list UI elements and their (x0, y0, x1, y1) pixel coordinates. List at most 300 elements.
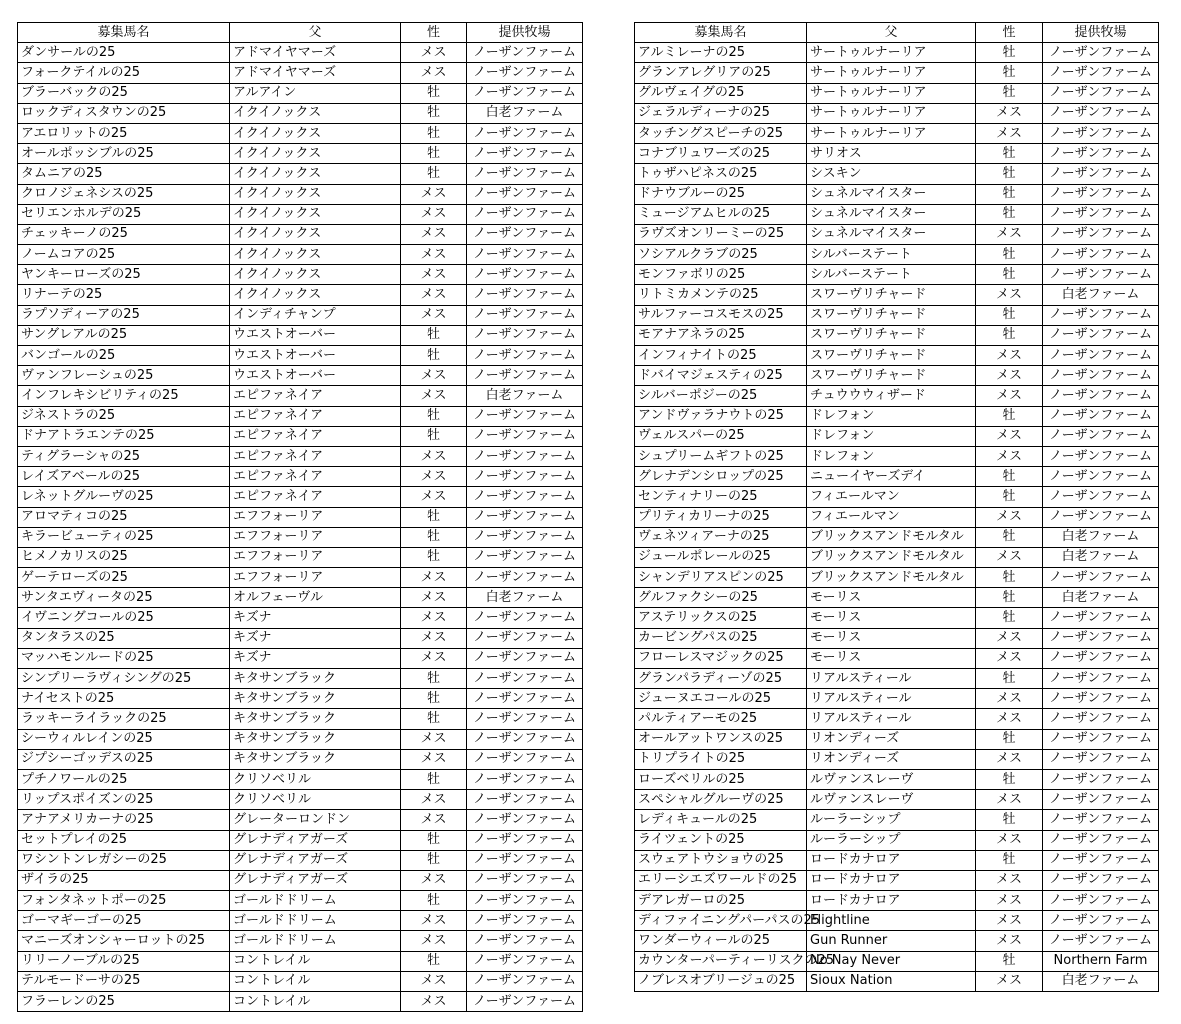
sire-cell: グレナディアガーズ (230, 830, 401, 850)
table-row (635, 709, 1159, 729)
horse-name-cell: シルバーポジーの25 (635, 386, 807, 406)
farm-cell: ノーザンファーム (467, 850, 583, 870)
table-row (635, 346, 1159, 366)
sex-cell: 牡 (976, 63, 1043, 83)
header-horse-name: 募集馬名 (18, 23, 230, 43)
farm-cell: ノーザンファーム (467, 487, 583, 507)
sex-cell: 牡 (976, 769, 1043, 789)
sex-cell: メス (401, 568, 467, 588)
farm-cell: ノーザンファーム (467, 204, 583, 224)
table-row (18, 63, 583, 83)
sire-cell: ドレフォン (807, 426, 976, 446)
sire-cell: サートゥルナーリア (807, 63, 976, 83)
sex-cell: メス (401, 43, 467, 63)
horse-name-cell: フォークテイルの25 (18, 63, 230, 83)
horse-name-cell: タムニアの25 (18, 164, 230, 184)
sex-cell: 牡 (401, 507, 467, 527)
farm-cell: ノーザンファーム (1043, 669, 1159, 689)
sire-cell: シュネルマイスター (807, 204, 976, 224)
sire-cell: リオンディーズ (807, 749, 976, 769)
sex-cell: 牡 (401, 123, 467, 143)
table-row (18, 346, 583, 366)
horse-name-cell: リップスポイズンの25 (18, 790, 230, 810)
farm-cell: ノーザンファーム (1043, 850, 1159, 870)
table-row (18, 446, 583, 466)
sire-cell: ブリックスアンドモルタル (807, 547, 976, 567)
sex-cell: 牡 (401, 346, 467, 366)
sex-cell: メス (976, 830, 1043, 850)
sex-cell: 牡 (401, 951, 467, 971)
sex-cell: メス (401, 487, 467, 507)
sex-cell: 牡 (401, 850, 467, 870)
sex-cell: メス (976, 870, 1043, 890)
table-row (18, 164, 583, 184)
table-row (18, 386, 583, 406)
sex-cell: 牡 (401, 830, 467, 850)
horse-name-cell: インフレキシビリティの25 (18, 386, 230, 406)
sire-cell: イクイノックス (230, 144, 401, 164)
table-row (635, 487, 1159, 507)
horse-name-cell: インフィナイトの25 (635, 346, 807, 366)
sex-cell: 牡 (976, 204, 1043, 224)
sire-cell: サリオス (807, 144, 976, 164)
table-row (635, 426, 1159, 446)
horse-name-cell: リナーテの25 (18, 285, 230, 305)
horse-name-cell: デアレガーロの25 (635, 891, 807, 911)
sex-cell: メス (401, 224, 467, 244)
horse-name-cell: ロックディスタウンの25 (18, 103, 230, 123)
table-row (18, 891, 583, 911)
sex-cell: メス (976, 285, 1043, 305)
sex-cell: メス (401, 608, 467, 628)
farm-cell: ノーザンファーム (467, 729, 583, 749)
horse-name-cell: アロマティコの25 (18, 507, 230, 527)
table-row (635, 588, 1159, 608)
farm-cell: ノーザンファーム (1043, 63, 1159, 83)
sire-cell: イクイノックス (230, 204, 401, 224)
farm-cell: ノーザンファーム (467, 285, 583, 305)
table-row (635, 850, 1159, 870)
farm-cell: ノーザンファーム (467, 507, 583, 527)
sire-cell: インディチャンプ (230, 305, 401, 325)
farm-cell: ノーザンファーム (1043, 628, 1159, 648)
table-row (18, 769, 583, 789)
table-row (635, 669, 1159, 689)
farm-cell: ノーザンファーム (467, 426, 583, 446)
sire-cell: キタサンブラック (230, 709, 401, 729)
sire-cell: ドレフォン (807, 446, 976, 466)
sex-cell: メス (401, 305, 467, 325)
sex-cell: 牡 (976, 850, 1043, 870)
farm-cell: Northern Farm (1043, 951, 1159, 971)
sire-cell: ウエストオーバー (230, 346, 401, 366)
horse-name-cell: セットプレイの25 (18, 830, 230, 850)
horse-name-cell: エリーシエズワールドの25 (635, 870, 807, 890)
horse-name-cell: オールアットワンスの25 (635, 729, 807, 749)
table-row (18, 547, 583, 567)
horse-name-cell: シャンデリアスピンの25 (635, 568, 807, 588)
farm-cell: ノーザンファーム (1043, 43, 1159, 63)
farm-cell: ノーザンファーム (467, 648, 583, 668)
table-row (18, 628, 583, 648)
horse-name-cell: ティグラーシャの25 (18, 446, 230, 466)
horse-name-cell: サンタエヴィータの25 (18, 588, 230, 608)
farm-cell: ノーザンファーム (467, 870, 583, 890)
table-row (18, 669, 583, 689)
table-row (635, 729, 1159, 749)
sire-cell: エピファネイア (230, 446, 401, 466)
table-row (18, 184, 583, 204)
sire-cell: ウエストオーバー (230, 325, 401, 345)
sex-cell: 牡 (976, 83, 1043, 103)
farm-cell: ノーザンファーム (467, 891, 583, 911)
horse-name-cell: ライツェントの25 (635, 830, 807, 850)
sire-cell: スワーヴリチャード (807, 305, 976, 325)
sex-cell: メス (976, 103, 1043, 123)
sire-cell: スワーヴリチャード (807, 346, 976, 366)
horse-name-cell: レイズアベールの25 (18, 467, 230, 487)
sex-cell: メス (401, 931, 467, 951)
sire-cell: ルーラーシップ (807, 810, 976, 830)
sire-cell: ウエストオーバー (230, 366, 401, 386)
sex-cell: メス (976, 709, 1043, 729)
farm-cell: ノーザンファーム (1043, 870, 1159, 890)
horse-name-cell: テルモードーサの25 (18, 971, 230, 991)
table-row (635, 830, 1159, 850)
table-row (18, 204, 583, 224)
sire-cell: キタサンブラック (230, 689, 401, 709)
table-row (635, 648, 1159, 668)
farm-cell: ノーザンファーム (467, 547, 583, 567)
table-row (635, 769, 1159, 789)
farm-cell: ノーザンファーム (1043, 164, 1159, 184)
horse-name-cell: マニーズオンシャーロットの25 (18, 931, 230, 951)
farm-cell: ノーザンファーム (467, 527, 583, 547)
horse-name-cell: ジネストラの25 (18, 406, 230, 426)
farm-cell: ノーザンファーム (1043, 749, 1159, 769)
horse-name-cell: ワシントンレガシーの25 (18, 850, 230, 870)
sire-cell: ゴールドドリーム (230, 931, 401, 951)
sire-cell: グレナディアガーズ (230, 870, 401, 890)
sex-cell: メス (976, 507, 1043, 527)
sire-cell: エフフォーリア (230, 547, 401, 567)
farm-cell: ノーザンファーム (467, 992, 583, 1012)
sire-cell: キタサンブラック (230, 669, 401, 689)
farm-cell: ノーザンファーム (467, 164, 583, 184)
sex-cell: メス (976, 346, 1043, 366)
sire-cell: リアルスティール (807, 709, 976, 729)
farm-cell: ノーザンファーム (1043, 325, 1159, 345)
table-row (635, 527, 1159, 547)
farm-cell: ノーザンファーム (467, 951, 583, 971)
farm-cell: ノーザンファーム (467, 467, 583, 487)
sire-cell: エピファネイア (230, 487, 401, 507)
table-row (18, 527, 583, 547)
horse-name-cell: ザイラの25 (18, 870, 230, 890)
horse-name-cell: ソシアルクラブの25 (635, 245, 807, 265)
farm-cell: ノーザンファーム (1043, 83, 1159, 103)
farm-cell: ノーザンファーム (467, 769, 583, 789)
table-row (635, 144, 1159, 164)
table-row (635, 810, 1159, 830)
horse-name-cell: ドバイマジェスティの25 (635, 366, 807, 386)
table-row (635, 870, 1159, 890)
sex-cell: 牡 (976, 43, 1043, 63)
sex-cell: メス (401, 971, 467, 991)
table-row (18, 83, 583, 103)
sire-cell: ブリックスアンドモルタル (807, 568, 976, 588)
table-row (18, 144, 583, 164)
table-row (18, 507, 583, 527)
sire-cell: リアルスティール (807, 669, 976, 689)
horse-name-cell: セリエンホルデの25 (18, 204, 230, 224)
sex-cell: 牡 (976, 406, 1043, 426)
table-row (18, 285, 583, 305)
farm-cell: ノーザンファーム (1043, 729, 1159, 749)
sire-cell: エフフォーリア (230, 507, 401, 527)
farm-cell: ノーザンファーム (1043, 911, 1159, 931)
sire-cell: エピファネイア (230, 467, 401, 487)
table-row (18, 224, 583, 244)
farm-cell: ノーザンファーム (1043, 689, 1159, 709)
table-row (635, 951, 1159, 971)
sex-cell: メス (401, 749, 467, 769)
sire-cell: ブリックスアンドモルタル (807, 527, 976, 547)
sex-cell: メス (976, 648, 1043, 668)
horse-name-cell: ヴェネツィアーナの25 (635, 527, 807, 547)
horse-name-cell: プチノワールの25 (18, 769, 230, 789)
sex-cell: 牡 (401, 83, 467, 103)
sire-cell: Flightline (807, 911, 976, 931)
farm-cell: ノーザンファーム (467, 366, 583, 386)
horse-name-cell: グレナデンシロップの25 (635, 467, 807, 487)
sire-cell: サートゥルナーリア (807, 83, 976, 103)
sex-cell: メス (401, 729, 467, 749)
farm-cell: ノーザンファーム (1043, 446, 1159, 466)
farm-cell: ノーザンファーム (467, 810, 583, 830)
sire-cell: ドレフォン (807, 406, 976, 426)
horse-name-cell: ミュージアムヒルの25 (635, 204, 807, 224)
table-row (18, 870, 583, 890)
farm-cell: ノーザンファーム (1043, 346, 1159, 366)
farm-cell: ノーザンファーム (467, 628, 583, 648)
horse-name-cell: フローレスマジックの25 (635, 648, 807, 668)
header-sex: 性 (976, 23, 1043, 43)
sire-cell: サートゥルナーリア (807, 103, 976, 123)
sire-cell: コントレイル (230, 992, 401, 1012)
sire-cell: ロードカナロア (807, 850, 976, 870)
sire-cell: ゴールドドリーム (230, 911, 401, 931)
sex-cell: メス (401, 810, 467, 830)
sire-cell: ルヴァンスレーヴ (807, 790, 976, 810)
horse-name-cell: スウェアトウショウの25 (635, 850, 807, 870)
sex-cell: メス (401, 911, 467, 931)
sire-cell: グレーターロンドン (230, 810, 401, 830)
table-row (635, 406, 1159, 426)
header-farm: 提供牧場 (1043, 23, 1159, 43)
sex-cell: メス (976, 386, 1043, 406)
horse-name-cell: モンファボリの25 (635, 265, 807, 285)
table-row (635, 568, 1159, 588)
table-row (635, 749, 1159, 769)
farm-cell: ノーザンファーム (1043, 769, 1159, 789)
sex-cell: メス (401, 204, 467, 224)
sire-cell: フィエールマン (807, 487, 976, 507)
sire-cell: オルフェーヴル (230, 588, 401, 608)
horse-name-cell: カウンターパーティーリスクの25 (635, 951, 807, 971)
sex-cell: メス (401, 648, 467, 668)
sex-cell: 牡 (401, 689, 467, 709)
table-row (18, 689, 583, 709)
table-row (18, 305, 583, 325)
farm-cell: ノーザンファーム (467, 83, 583, 103)
sex-cell: 牡 (401, 164, 467, 184)
horse-name-cell: マッハモンルードの25 (18, 648, 230, 668)
sex-cell: 牡 (401, 527, 467, 547)
farm-cell: ノーザンファーム (467, 446, 583, 466)
sire-cell: キズナ (230, 628, 401, 648)
table-row (18, 992, 583, 1012)
horse-name-cell: イヴニングコールの25 (18, 608, 230, 628)
sex-cell: メス (401, 366, 467, 386)
horse-name-cell: ゲーテローズの25 (18, 568, 230, 588)
sire-cell: クリソベリル (230, 790, 401, 810)
sire-cell: キズナ (230, 648, 401, 668)
sire-cell: モーリス (807, 648, 976, 668)
sire-cell: イクイノックス (230, 164, 401, 184)
sex-cell: 牡 (976, 164, 1043, 184)
right-horse-table (634, 22, 1159, 992)
farm-cell: ノーザンファーム (1043, 830, 1159, 850)
farm-cell: ノーザンファーム (1043, 204, 1159, 224)
sire-cell: リオンディーズ (807, 729, 976, 749)
horse-name-cell: アルミレーナの25 (635, 43, 807, 63)
sex-cell: メス (976, 689, 1043, 709)
sex-cell: メス (401, 467, 467, 487)
sire-cell: イクイノックス (230, 285, 401, 305)
farm-cell: ノーザンファーム (1043, 184, 1159, 204)
table-row (18, 43, 583, 63)
table-row (18, 810, 583, 830)
horse-name-cell: アナアメリカーナの25 (18, 810, 230, 830)
horse-name-cell: ラッキーライラックの25 (18, 709, 230, 729)
farm-cell: ノーザンファーム (1043, 507, 1159, 527)
farm-cell: ノーザンファーム (1043, 245, 1159, 265)
sex-cell: メス (976, 971, 1043, 991)
sex-cell: メス (401, 386, 467, 406)
sire-cell: エピファネイア (230, 406, 401, 426)
sex-cell: メス (976, 891, 1043, 911)
right-table-body (635, 43, 1159, 992)
farm-cell: 白老ファーム (1043, 588, 1159, 608)
table-row (635, 971, 1159, 991)
sex-cell: メス (401, 63, 467, 83)
farm-cell: ノーザンファーム (1043, 386, 1159, 406)
horse-name-cell: タッチングスピーチの25 (635, 123, 807, 143)
table-row (635, 608, 1159, 628)
sire-cell: イクイノックス (230, 245, 401, 265)
horse-name-cell: ジプシーゴッデスの25 (18, 749, 230, 769)
table-row (635, 305, 1159, 325)
horse-name-cell: パルティアーモの25 (635, 709, 807, 729)
sire-cell: No Nay Never (807, 951, 976, 971)
horse-name-cell: ラプソディーアの25 (18, 305, 230, 325)
horse-name-cell: ノブレスオブリージュの25 (635, 971, 807, 991)
farm-cell: ノーザンファーム (1043, 305, 1159, 325)
sex-cell: メス (976, 547, 1043, 567)
table-row (18, 971, 583, 991)
table-row (635, 83, 1159, 103)
sex-cell: 牡 (976, 144, 1043, 164)
horse-name-cell: ヴァンフレーシュの25 (18, 366, 230, 386)
sire-cell: モーリス (807, 628, 976, 648)
sire-cell: アルアイン (230, 83, 401, 103)
farm-cell: ノーザンファーム (467, 568, 583, 588)
horse-name-cell: ラヴズオンリーミーの25 (635, 224, 807, 244)
sex-cell: 牡 (976, 184, 1043, 204)
farm-cell: ノーザンファーム (1043, 648, 1159, 668)
sire-cell: Sioux Nation (807, 971, 976, 991)
table-row (635, 891, 1159, 911)
farm-cell: ノーザンファーム (467, 911, 583, 931)
horse-name-cell: ジュールポレールの25 (635, 547, 807, 567)
horse-name-cell: グルヴェイグの25 (635, 83, 807, 103)
table-header-row (18, 23, 583, 43)
horse-name-cell: トリプライトの25 (635, 749, 807, 769)
horse-name-cell: リトミカメンテの25 (635, 285, 807, 305)
sex-cell: 牡 (976, 467, 1043, 487)
sire-cell: エピファネイア (230, 426, 401, 446)
farm-cell: ノーザンファーム (467, 971, 583, 991)
sire-cell: サートゥルナーリア (807, 43, 976, 63)
farm-cell: ノーザンファーム (1043, 709, 1159, 729)
table-row (635, 164, 1159, 184)
sire-cell: イクイノックス (230, 265, 401, 285)
table-row (635, 547, 1159, 567)
farm-cell: ノーザンファーム (467, 224, 583, 244)
farm-cell: ノーザンファーム (467, 43, 583, 63)
horse-name-cell: オールポッシブルの25 (18, 144, 230, 164)
sire-cell: イクイノックス (230, 103, 401, 123)
header-sire: 父 (807, 23, 976, 43)
farm-cell: 白老ファーム (1043, 285, 1159, 305)
farm-cell: ノーザンファーム (1043, 406, 1159, 426)
sire-cell: Gun Runner (807, 931, 976, 951)
sire-cell: チュウウウィザード (807, 386, 976, 406)
table-row (635, 366, 1159, 386)
sire-cell: エピファネイア (230, 386, 401, 406)
table-row (635, 689, 1159, 709)
farm-cell: ノーザンファーム (1043, 123, 1159, 143)
table-row (18, 951, 583, 971)
table-row (18, 568, 583, 588)
sex-cell: メス (976, 628, 1043, 648)
sire-cell: シュネルマイスター (807, 184, 976, 204)
horse-name-cell: トゥザハピネスの25 (635, 164, 807, 184)
horse-name-cell: フォンタネットポーの25 (18, 891, 230, 911)
table-row (635, 628, 1159, 648)
farm-cell: ノーザンファーム (1043, 608, 1159, 628)
sex-cell: 牡 (976, 588, 1043, 608)
horse-name-cell: ローズベリルの25 (635, 769, 807, 789)
sire-cell: イクイノックス (230, 123, 401, 143)
farm-cell: ノーザンファーム (1043, 891, 1159, 911)
horse-name-cell: アステリックスの25 (635, 608, 807, 628)
farm-cell: ノーザンファーム (467, 184, 583, 204)
horse-name-cell: センティナリーの25 (635, 487, 807, 507)
sex-cell: 牡 (401, 547, 467, 567)
table-row (18, 608, 583, 628)
